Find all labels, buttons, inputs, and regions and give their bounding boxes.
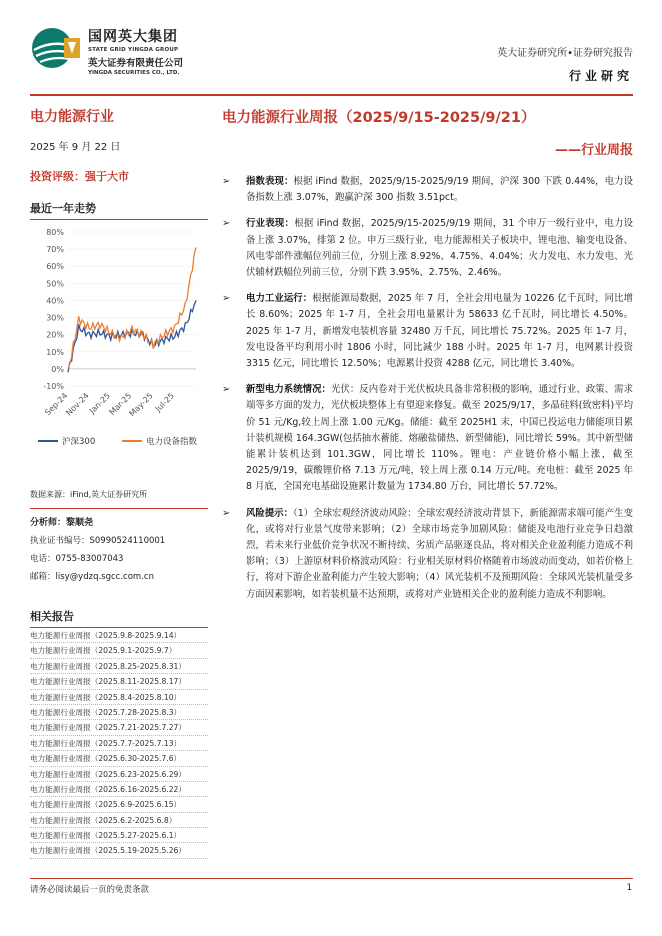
summary-bullet	[222, 382, 633, 495]
related-report-item[interactable]: 电力能源行业周报（2025.7.7-2025.7.13）	[30, 736, 208, 751]
y-tick-label: 0%	[51, 364, 64, 374]
related-reports-list	[30, 628, 208, 859]
summary-bullet	[222, 216, 633, 281]
investment-rating: 投资评级：强于大市	[30, 170, 129, 183]
bullet-arrow-icon: ➢	[222, 176, 231, 187]
bullet-heading: 风险提示：	[246, 507, 294, 519]
bullet-arrow-icon: ➢	[222, 218, 231, 230]
analyst-name: 分析师：黎顺尧	[30, 518, 94, 528]
related-report-item[interactable]: 电力能源行业周报（2025.7.21-2025.7.27）	[30, 720, 208, 735]
x-tick-label: Jan-25	[87, 391, 113, 416]
bullet-arrow-icon: ➢	[222, 293, 231, 305]
report-header	[30, 22, 635, 94]
related-report-item[interactable]: 电力能源行业周报（2025.8.4-2025.8.10）	[30, 690, 208, 705]
report-subtitle: ——行业周报	[554, 143, 633, 158]
y-tick-label: 50%	[46, 279, 64, 289]
x-tick-label: Mar-25	[107, 391, 134, 417]
related-report-item[interactable]: 电力能源行业周报（2025.6.16-2025.6.22）	[30, 782, 208, 797]
footer-divider	[30, 878, 633, 879]
bullet-arrow-icon: ➢	[222, 384, 231, 396]
header-right	[497, 44, 633, 84]
analyst-phone: 电话：0755-83007043	[30, 554, 124, 564]
analyst-divider	[30, 508, 208, 509]
x-tick-label: Nov-24	[64, 391, 91, 418]
summary-bullet	[222, 174, 633, 206]
y-tick-label: 70%	[46, 245, 64, 255]
related-report-item[interactable]: 电力能源行业周报（2025.9.1-2025.9.7）	[30, 643, 208, 658]
x-tick-label: Jul-25	[153, 391, 177, 414]
summary-bullet	[222, 506, 633, 603]
y-tick-label: 20%	[46, 330, 64, 340]
page-number: 1	[626, 883, 632, 893]
industry-name: 电力能源行业	[30, 109, 114, 125]
analyst-cert: 执业证书编号：S0990524110001	[30, 536, 166, 546]
summary-bullets	[222, 174, 633, 603]
legend-label: 电力设备指数	[146, 437, 198, 447]
legend-label: 沪深300	[62, 437, 96, 447]
series-line	[68, 247, 196, 369]
bullet-heading: 新型电力系统情况：	[246, 384, 331, 396]
bullet-arrow-icon: ➢	[222, 507, 231, 519]
analyst-email: 邮箱：lisy@ydzq.sgcc.com.cn	[30, 572, 154, 582]
bullet-heading: 行业表现：	[246, 218, 295, 230]
trend-title: 最近一年走势	[30, 200, 208, 220]
y-tick-label: 10%	[46, 347, 64, 357]
report-title: 电力能源行业周报（2025/9/15-2025/9/21）	[222, 110, 536, 126]
x-tick-label: Sep-24	[43, 391, 70, 418]
related-reports-title: 相关报告	[30, 608, 208, 628]
report-date: 2025 年 9 月 22 日	[30, 142, 121, 153]
x-tick-label: May-25	[127, 391, 155, 419]
related-report-item[interactable]: 电力能源行业周报（2025.8.25-2025.8.31）	[30, 659, 208, 674]
bullet-body: 根据能源局数据，2025 年 7 月，全社会用电量为 10226 亿千瓦时，同比增长 8.60%；2025 年 1-7 月，全社会用电量累计为 58633 亿千瓦时，同比增长 4.50%。2025 年 1-7 月，新增发电装机容量 32480 万千瓦，同比增长 75.72%。2025 年 1-7 月，发电设备平均利用小时 1806 小时，同比减少 188 小时。2025 年 1-7 月，电网累计投资 3315 亿元，同比增长 12.50%；电源累计投资 4288 亿元，同比增长 3.40%。	[246, 293, 633, 370]
y-tick-label: 60%	[46, 262, 64, 272]
y-tick-label: -10%	[43, 382, 64, 391]
main-content	[222, 100, 633, 613]
left-sidebar	[30, 100, 208, 859]
y-tick-label: 80%	[46, 228, 64, 237]
trend-chart-svg	[30, 227, 208, 485]
related-report-item[interactable]: 电力能源行业周报（2025.7.28-2025.8.3）	[30, 705, 208, 720]
y-tick-label: 40%	[46, 296, 64, 306]
related-report-item[interactable]: 电力能源行业周报（2025.5.27-2025.6.1）	[30, 828, 208, 843]
header-report-type: 行业研究	[568, 69, 633, 83]
logo-group-name-en: STATE GRID YINGDA GROUP	[88, 47, 179, 53]
related-report-item[interactable]: 电力能源行业周报（2025.8.11-2025.8.17）	[30, 674, 208, 689]
logo-text	[88, 26, 183, 76]
bullet-body: 根据 iFind 数据，2025/9/15-2025/9/19 期间，沪深 300 下跌 0.44%，电力设备指数上涨 3.07%，跑赢沪深 300 指数 3.51pct。	[246, 176, 633, 204]
header-divider	[30, 94, 633, 96]
y-tick-label: 30%	[46, 313, 64, 323]
trend-chart	[30, 227, 208, 485]
summary-bullet	[222, 291, 633, 372]
related-report-item[interactable]: 电力能源行业周报（2025.6.30-2025.7.6）	[30, 751, 208, 766]
bullet-body: 光伏：反内卷对于光伏板块具备非常积极的影响，通过行业、政策、需求端等多方面的发力，光伏板块整体上有望迎来修复。截至 2025/9/17，多晶硅料(致密料)平均价 51 元/Kg,较上周上涨 1.00 元/Kg。储能：截至 2025H1 末，中国已投运电力储能项目累计装机规模 164.3GW(包括抽水蓄能、熔融盐储热、新型储能)，同比增长 59%。其中新型储能累计装机达到 101.3GW，同比增长 110%。锂电：产业链价格小幅上涨，截至 2025/9/19，碳酸锂价格 7.13 万元/吨，较上周上涨 0.14 万元/吨。充电桩：截至 2025 年 8 月底，全国充电基础设施累计数量为 1734.80 万台，同比增长 57.72%。	[246, 384, 633, 493]
related-report-item[interactable]: 电力能源行业周报（2025.9.8-2025.9.14）	[30, 628, 208, 643]
logo-company-name-en: YINGDA SECURITIES CO., LTD.	[88, 70, 180, 76]
logo-company-name: 英大证券有限责任公司	[88, 58, 184, 69]
related-report-item[interactable]: 电力能源行业周报（2025.6.23-2025.6.29）	[30, 767, 208, 782]
footer-disclaimer: 请务必阅读最后一页的免责条款	[30, 885, 150, 895]
bullet-body: （1）全球宏观经济波动风险：全球宏观经济波动背景下，新能源需求端可能产生变化，或将对行业景气度带来影响；（2）全球市场竞争加剧风险：储能及电池行业竞争日趋激烈，若未来行业低价竞争状况不断持续、劣质产品驱逐良品，将对相关企业盈利能力造成不利影响；（3）上游原材料价格波动风险：行业相关原材料价格随着市场波动而变动，如若价格上行，将对下游企业盈利能力产生较大影响；（4）风光装机不及预期风险：全球风光装机量受多方面因素影响，如若装机量不达预期，或将对产业链相关企业的盈利能力造成不利影响。	[246, 507, 633, 600]
bullet-body: 根据 iFind 数据，2025/9/15-2025/9/19 期间，31 个申万一级行业中，电力设备上涨 3.07%，排第 2 位。申万三级行业，电力能源相关子板块中，锂电池、输变电设备、风电零部件涨幅位列前三位，分别上涨 8.92%、4.75%、4.04%；火力发电、水力发电、光伏辅材跌幅位列前三位，分别下跌 3.95%、2.75%、2.46%。	[246, 218, 633, 279]
logo-group-name: 国网英大集团	[88, 29, 178, 45]
related-report-item[interactable]: 电力能源行业周报（2025.5.19-2025.5.26）	[30, 843, 208, 858]
bullet-heading: 电力工业运行：	[246, 293, 313, 305]
chart-source: 数据来源：iFind,英大证券研究所	[30, 490, 148, 499]
header-org: 英大证券研究所•证券研究报告	[497, 48, 633, 59]
related-report-item[interactable]: 电力能源行业周报（2025.6.2-2025.6.8）	[30, 813, 208, 828]
bullet-heading: 指数表现：	[246, 176, 294, 187]
series-line	[68, 300, 196, 372]
related-report-item[interactable]: 电力能源行业周报（2025.6.9-2025.6.15）	[30, 797, 208, 812]
company-logo-icon	[30, 26, 82, 70]
